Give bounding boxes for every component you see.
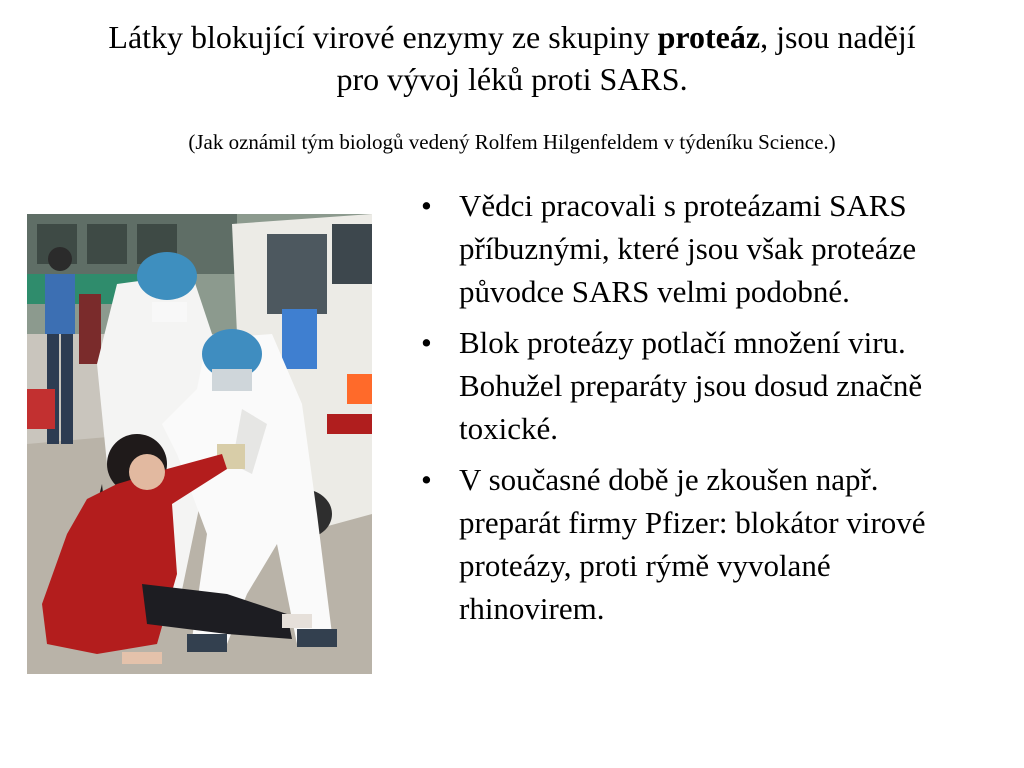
title-line2: pro vývoj léků proti SARS. — [336, 61, 688, 97]
title-bold-word: proteáz — [657, 19, 761, 55]
bullet-dot: • — [421, 188, 432, 223]
bullet-dot: • — [421, 462, 432, 497]
bullet-text: Blok proteázy potlačí množení viru. Bohužel preparáty jsou dosud značně toxické. — [459, 325, 923, 446]
bullet-list — [421, 184, 981, 638]
bullet-item — [421, 321, 981, 450]
news-photo — [27, 214, 372, 674]
title-text-part1: Látky blokující virové enzymy ze skupiny — [108, 19, 658, 55]
slide-subtitle: (Jak oznámil tým biologů vedený Rolfem Hilgenfeldem v týdeníku Science.) — [188, 130, 836, 154]
bullet-item — [421, 458, 981, 630]
slide-title — [0, 16, 1024, 100]
title-text-part2: , jsou nadějí — [760, 19, 916, 55]
bullet-text: Vědci pracovali s proteázami SARS příbuznými, které jsou však proteáze původce SARS velmi podobné. — [459, 188, 917, 309]
bullet-item — [421, 184, 981, 313]
bullet-text: V současné době je zkoušen např. preparát firmy Pfizer: blokátor virové proteázy, proti rýmě vyvolané rhinovirem. — [459, 462, 926, 626]
bullet-dot: • — [421, 325, 432, 360]
